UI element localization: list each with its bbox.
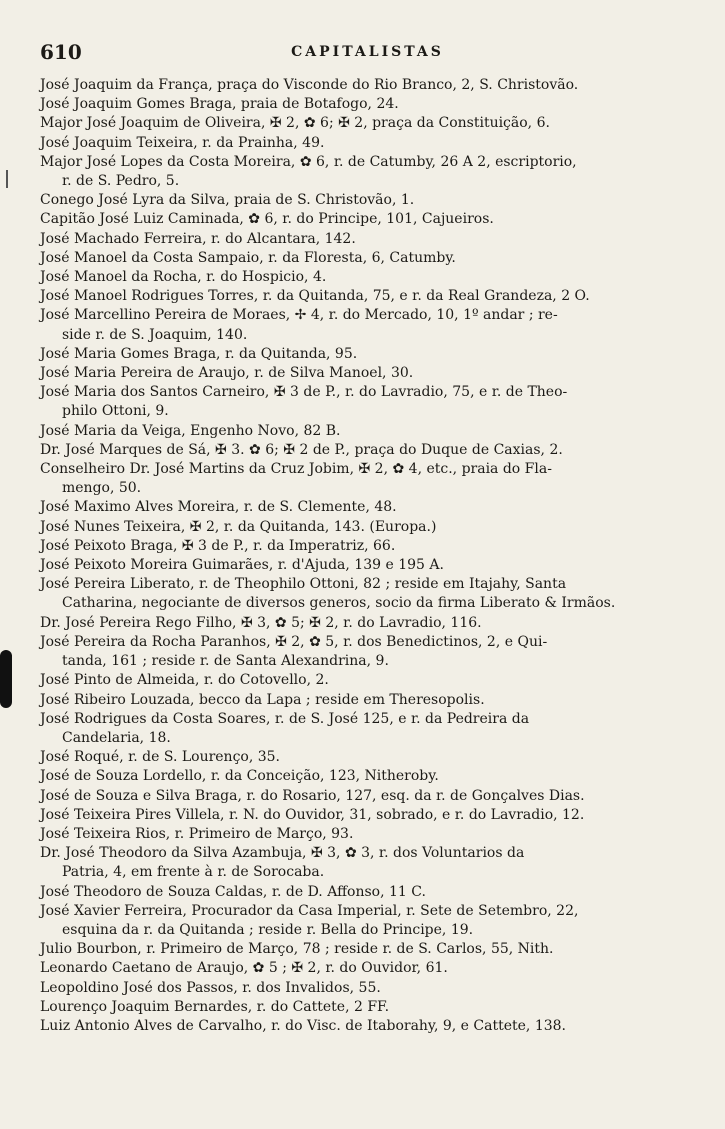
directory-entry <box>40 422 695 441</box>
directory-entry <box>40 806 695 825</box>
entry-continuation-line: philo Ottoni, 9. <box>62 403 169 420</box>
entry-line: José Pinto de Almeida, r. do Cotovello, 2. <box>40 672 329 689</box>
entry-continuation-line: Patria, 4, em frente à r. de Sorocaba. <box>62 864 325 881</box>
directory-entry <box>40 748 695 767</box>
page-header <box>40 40 695 68</box>
entry-continuation-line: Catharina, negociante de diversos generos, socio da firma Liberato & Irmãos. <box>62 595 616 612</box>
entry-line: Dr. José Theodoro da Silva Azambuja, ✠ 3, ✿ 3, r. dos Voluntarios da <box>40 845 525 862</box>
margin-pencil-mark <box>6 170 8 188</box>
entry-line: José Manoel da Rocha, r. do Hospicio, 4. <box>40 269 327 286</box>
directory-entry <box>40 844 695 882</box>
entry-line: Major José Joaquim de Oliveira, ✠ 2, ✿ 6; ✠ 2, praça da Constituição, 6. <box>40 115 550 132</box>
entry-line: José Joaquim da França, praça do Visconde do Rio Branco, 2, S. Christovão. <box>40 77 579 93</box>
entry-line: José Maria Pereira de Araujo, r. de Silva Manoel, 30. <box>40 365 414 382</box>
entry-continuation-line: side r. de S. Joaquim, 140. <box>62 326 248 343</box>
directory-entry <box>40 114 695 133</box>
entry-line: José Roqué, r. de S. Lourenço, 35. <box>40 749 281 766</box>
entry-continuation-line: r. de S. Pedro, 5. <box>62 173 180 190</box>
directory-entry <box>40 556 695 575</box>
entry-continuation-line: esquina da r. da Quitanda ; reside r. Bella do Principe, 19. <box>62 921 474 938</box>
directory-entry <box>40 902 695 940</box>
directory-entry <box>40 498 695 517</box>
directory-entry <box>40 95 695 114</box>
directory-entry <box>40 825 695 844</box>
directory-entry <box>40 306 695 344</box>
directory-entry <box>40 1017 695 1036</box>
entry-line: José Ribeiro Louzada, becco da Lapa ; reside em Theresopolis. <box>40 691 485 708</box>
page-title: CAPITALISTAS <box>291 44 444 60</box>
directory-entry <box>40 614 695 633</box>
directory-entry <box>40 518 695 537</box>
entry-line: Leonardo Caetano de Araujo, ✿ 5 ; ✠ 2, r. do Ouvidor, 61. <box>40 960 448 977</box>
entry-line: José Pereira Liberato, r. de Theophilo Ottoni, 82 ; reside em Itajahy, Santa <box>40 576 567 593</box>
entry-continuation-line: tanda, 161 ; reside r. de Santa Alexandrina, 9. <box>62 653 389 670</box>
directory-entry <box>40 998 695 1017</box>
directory-entry <box>40 383 695 421</box>
directory-entry <box>40 287 695 306</box>
directory-entry <box>40 460 695 498</box>
directory-entry <box>40 787 695 806</box>
directory-entry <box>40 364 695 383</box>
entry-line: José Marcellino Pereira de Moraes, ✢ 4, r. do Mercado, 10, 1º andar ; re- <box>40 307 558 324</box>
entry-line: Conego José Lyra da Silva, praia de S. Christovão, 1. <box>40 192 415 209</box>
entry-line: José Joaquim Teixeira, r. da Prainha, 49. <box>40 134 325 151</box>
entry-line: José Pereira da Rocha Paranhos, ✠ 2, ✿ 5, r. dos Benedictinos, 2, e Qui- <box>40 633 548 650</box>
directory-entry <box>40 268 695 287</box>
entry-line: Major José Lopes da Costa Moreira, ✿ 6, r. de Catumby, 26 A 2, escriptorio, <box>40 153 577 170</box>
entry-line: Leopoldino José dos Passos, r. dos Invalidos, 55. <box>40 979 381 996</box>
entry-line: José de Souza Lordello, r. da Conceição, 123, Nitheroby. <box>40 768 439 785</box>
directory-entry <box>40 230 695 249</box>
directory-entry <box>40 767 695 786</box>
directory-entry <box>40 134 695 153</box>
page-number: 610 <box>40 40 82 64</box>
entry-line: Lourenço Joaquim Bernardes, r. do Cattete, 2 FF. <box>40 998 390 1015</box>
entry-line: José Teixeira Pires Villela, r. N. do Ouvidor, 31, sobrado, e r. do Lavradio, 12. <box>40 806 585 823</box>
directory-entry <box>40 959 695 978</box>
entry-line: Julio Bourbon, r. Primeiro de Março, 78 ; reside r. de S. Carlos, 55, Nith. <box>40 941 554 958</box>
directory-entry <box>40 979 695 998</box>
entry-line: José Rodrigues da Costa Soares, r. de S. José 125, e r. da Pedreira da <box>40 710 530 727</box>
directory-entry <box>40 345 695 364</box>
entry-line: José Maximo Alves Moreira, r. de S. Clemente, 48. <box>40 499 397 516</box>
directory-entry <box>40 153 695 191</box>
entry-continuation-line: mengo, 50. <box>62 480 142 497</box>
entry-line: José de Souza e Silva Braga, r. do Rosario, 127, esq. da r. de Gonçalves Dias. <box>40 787 585 804</box>
entry-line: Luiz Antonio Alves de Carvalho, r. do Visc. de Itaborahy, 9, e Cattete, 138. <box>40 1017 566 1034</box>
entry-line: José Teixeira Rios, r. Primeiro de Março, 93. <box>40 825 354 842</box>
entry-line: José Xavier Ferreira, Procurador da Casa Imperial, r. Sete de Setembro, 22, <box>40 902 579 919</box>
ink-smudge <box>0 650 12 708</box>
entry-line: José Maria da Veiga, Engenho Novo, 82 B. <box>40 422 341 439</box>
directory-entry <box>40 249 695 268</box>
directory-entry <box>40 191 695 210</box>
entry-line: Conselheiro Dr. José Martins da Cruz Jobim, ✠ 2, ✿ 4, etc., praia do Fla- <box>40 461 552 478</box>
directory-entry <box>40 537 695 556</box>
directory-entry <box>40 883 695 902</box>
entry-line: José Peixoto Braga, ✠ 3 de P., r. da Imperatriz, 66. <box>40 537 396 554</box>
entry-continuation-line: Candelaria, 18. <box>62 729 171 746</box>
entry-line: José Maria dos Santos Carneiro, ✠ 3 de P., r. do Lavradio, 75, e r. de Theo- <box>40 384 568 401</box>
entry-line: José Joaquim Gomes Braga, praia de Botafogo, 24. <box>40 96 399 113</box>
directory-entry <box>40 633 695 671</box>
directory-entry <box>40 671 695 690</box>
directory-entries <box>40 76 695 1036</box>
entry-line: José Peixoto Moreira Guimarães, r. d'Ajuda, 139 e 195 A. <box>40 557 444 574</box>
entry-line: José Machado Ferreira, r. do Alcantara, 142. <box>40 230 356 247</box>
entry-line: José Maria Gomes Braga, r. da Quitanda, 95. <box>40 345 358 362</box>
entry-line: Dr. José Marques de Sá, ✠ 3. ✿ 6; ✠ 2 de P., praça do Duque de Caxias, 2. <box>40 441 563 458</box>
entry-line: José Nunes Teixeira, ✠ 2, r. da Quitanda, 143. (Europa.) <box>40 518 437 535</box>
directory-entry <box>40 441 695 460</box>
entry-line: Dr. José Pereira Rego Filho, ✠ 3, ✿ 5; ✠ 2, r. do Lavradio, 116. <box>40 614 482 631</box>
directory-entry <box>40 691 695 710</box>
directory-entry <box>40 76 695 95</box>
entry-line: José Manoel da Costa Sampaio, r. da Floresta, 6, Catumby. <box>40 249 456 266</box>
entry-line: José Theodoro de Souza Caldas, r. de D. Affonso, 11 C. <box>40 883 426 900</box>
directory-entry <box>40 710 695 748</box>
entry-line: Capitão José Luiz Caminada, ✿ 6, r. do Principe, 101, Cajueiros. <box>40 211 494 228</box>
directory-entry <box>40 210 695 229</box>
directory-entry <box>40 940 695 959</box>
directory-entry <box>40 575 695 613</box>
entry-line: José Manoel Rodrigues Torres, r. da Quitanda, 75, e r. da Real Grandeza, 2 O. <box>40 288 590 305</box>
